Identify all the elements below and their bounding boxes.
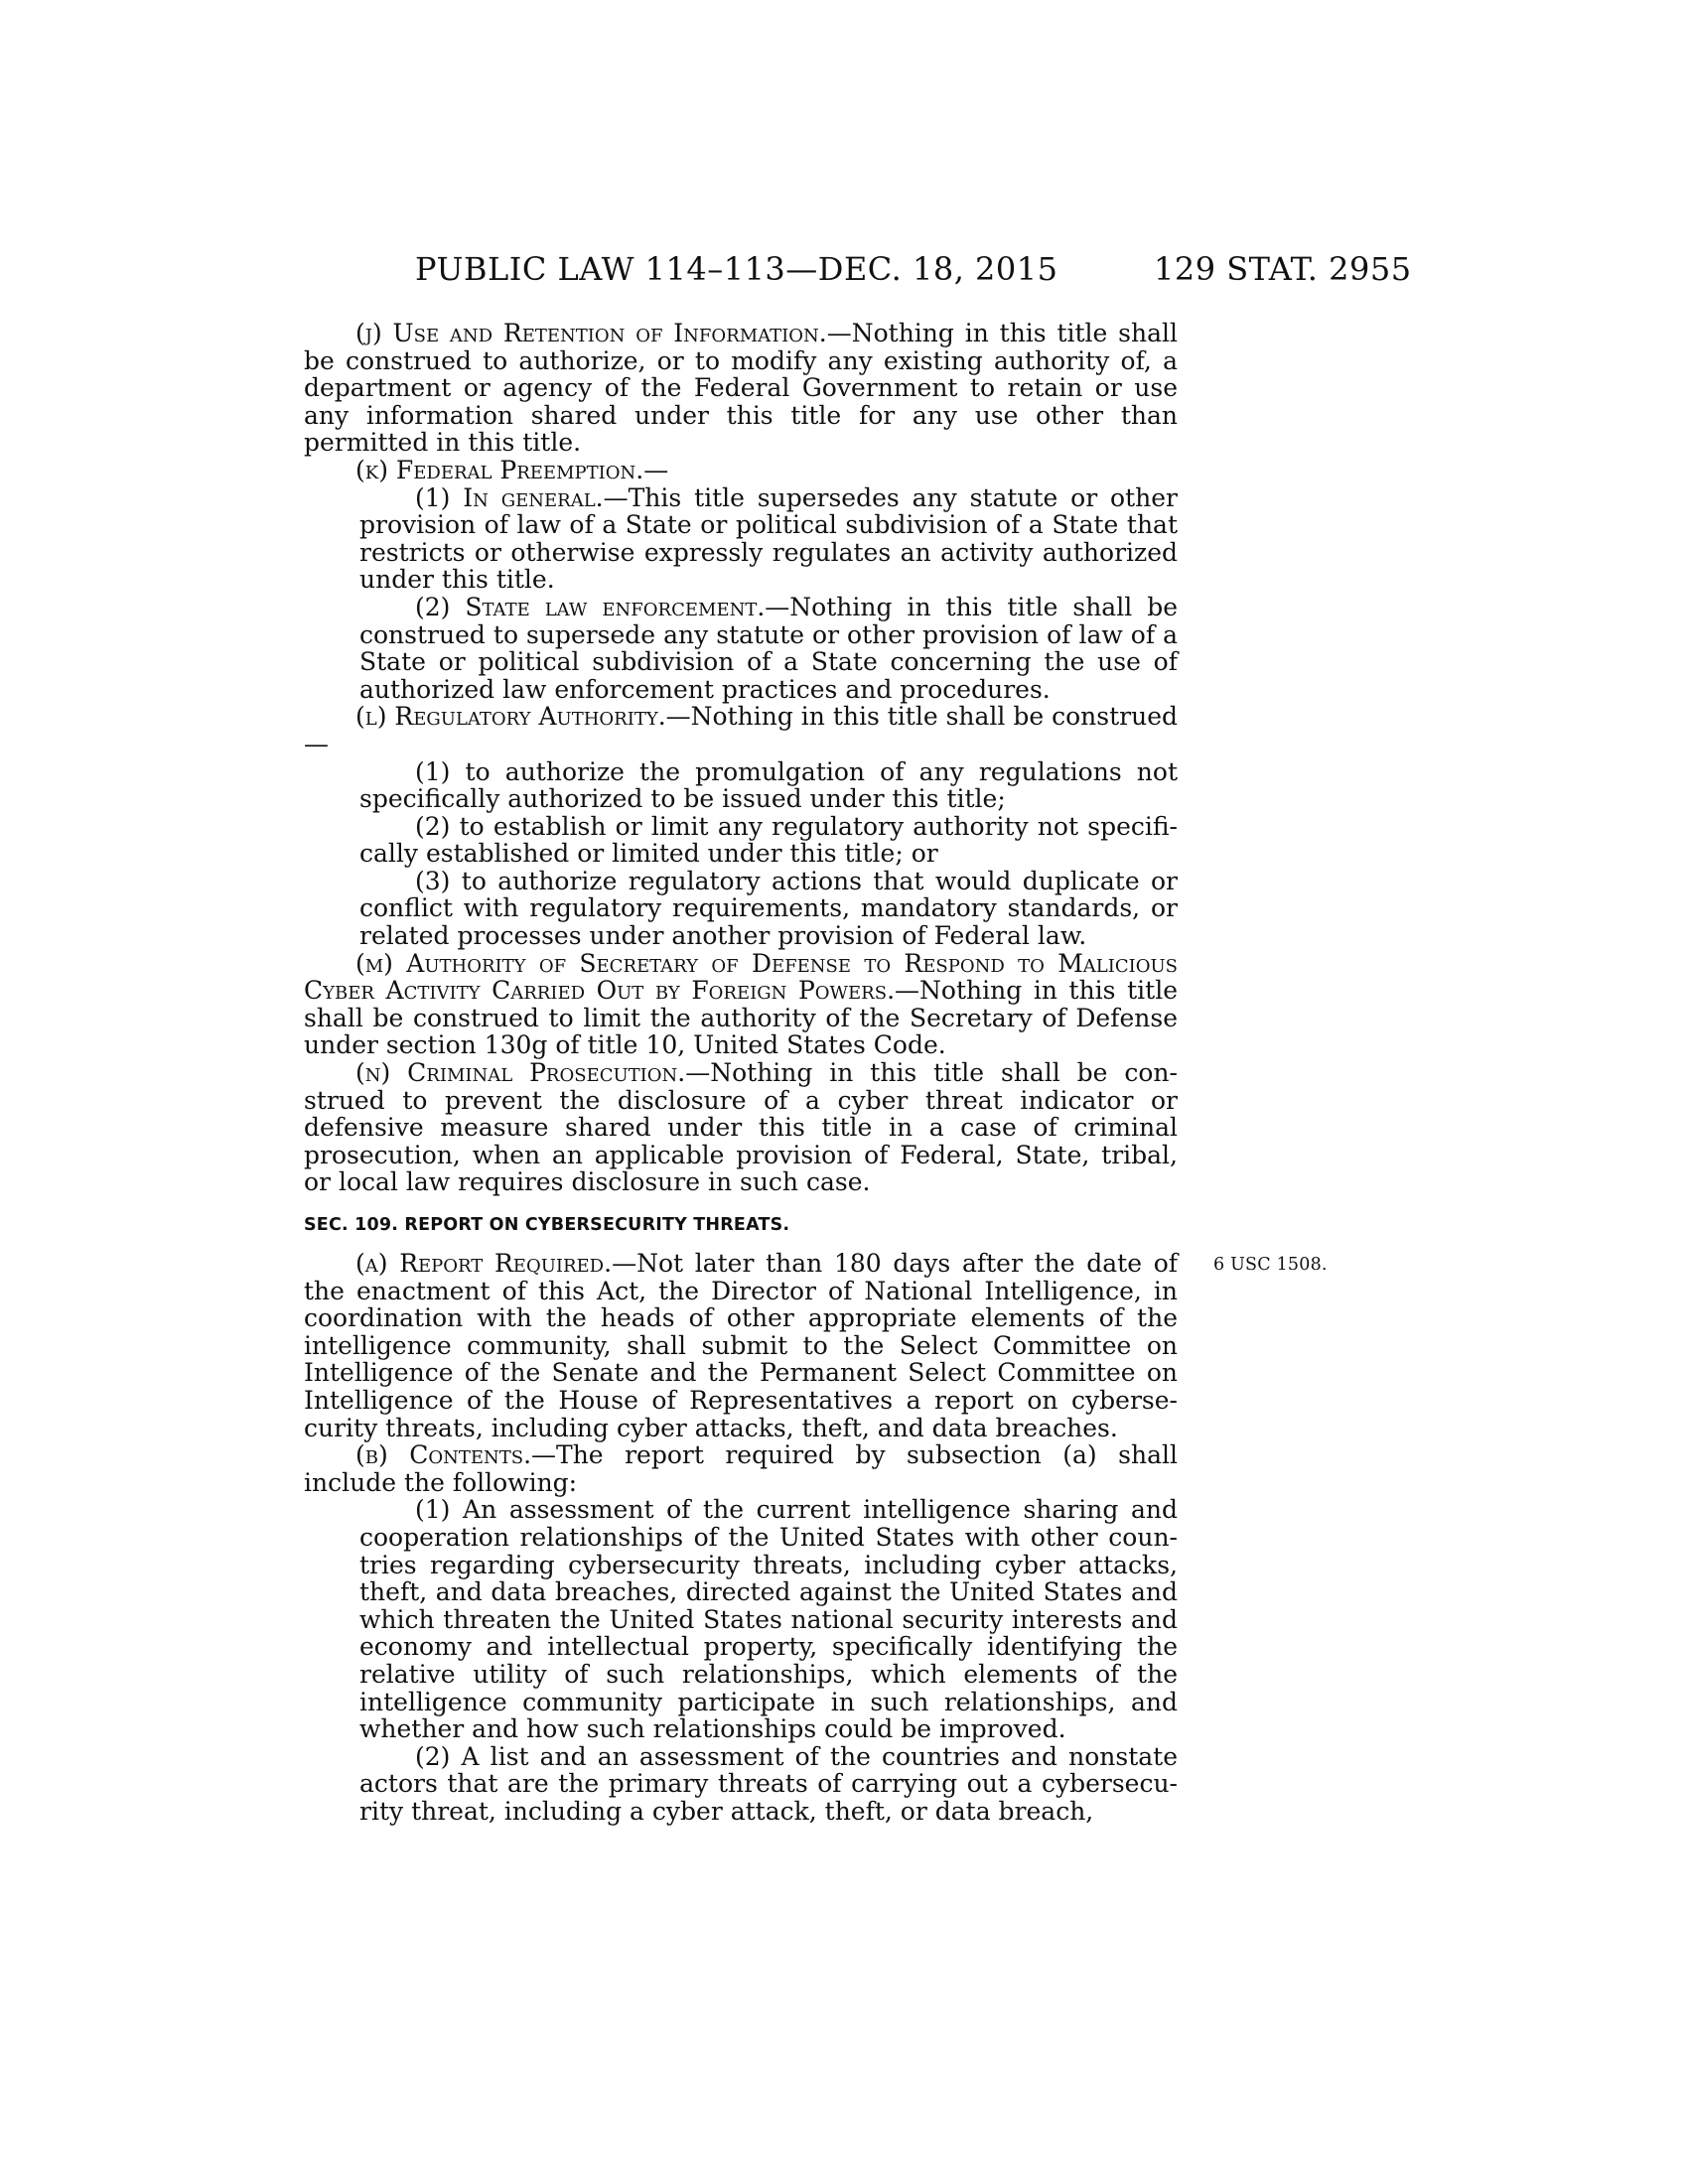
paragraph-k-2 — [304, 594, 1178, 703]
paragraph-text: —Nothing in this title shall be construed to supersede any statute or other provision of law of a State or political subdivision of a State concerning the use of authorized law enforcement practices and procedures. — [359, 592, 1178, 704]
header-stat-page: 129 STAT. 2955 — [1154, 250, 1412, 288]
paragraph-heading: (2) State law enforcement. — [415, 592, 766, 621]
subsection-text: —Nothing in this title shall be construed to prevent the disclosure of a cyber threat indicator or defensive measure shared under this title in a case of criminal prosecution, when an applicable provision of Federal, State, tribal, or local law requires disclosure in such case. — [304, 1058, 1178, 1197]
paragraph-k-1 — [304, 484, 1178, 594]
paragraph-text: (2) A list and an assessment of the countries and nonstate actors that are the primary threats of carrying out a cybersecurity threat, including a cyber attack, theft, or data breach, — [359, 1741, 1178, 1826]
subsection-heading: (a) Report Required. — [355, 1249, 613, 1278]
paragraph-text: (2) to establish or limit any regulatory authority not specifically established or limited under this title; or — [359, 811, 1178, 869]
paragraph-heading: (1) In general. — [415, 482, 604, 512]
paragraph-b-2 — [304, 1743, 1178, 1826]
subsection-heading: (l) Regulatory Authority. — [355, 702, 666, 732]
subsection-n — [304, 1059, 1178, 1196]
subsection-text: —Nothing in this title shall be construed— — [304, 702, 1178, 758]
running-header — [0, 250, 1688, 290]
subsection-l — [304, 703, 1178, 757]
header-law-citation: PUBLIC LAW 114–113—DEC. 18, 2015 — [415, 250, 1058, 288]
subsection-heading: (n) Criminal Prosecution. — [355, 1058, 686, 1088]
subsection-heading: (m) Authority of Secretary of Defense to Respond to Malicious Cyber Activity Carried Out by Foreign Powers. — [304, 948, 1178, 1006]
paragraph-text: (1) to authorize the promulgation of any regulations not specifically authorized to be issued under this title; — [359, 756, 1178, 814]
paragraph-text: (3) to authorize regulatory actions that would duplicate or conflict with regulatory requirements, mandatory standards, or related processes under another provision of Federal law. — [359, 866, 1178, 951]
margin-usc-citation: 6 USC 1508. — [1213, 1255, 1328, 1275]
subsection-text: —Nothing in this title shall be construed to authorize, or to modify any existing authority of, a department or agency of the Federal Government to retain or use any information shared under this title for any use other than permitted in this title. — [304, 319, 1178, 458]
paragraph-text: —This title supersedes any statute or other provision of law of a State or political subdivision of a State that restricts or otherwise expressly regulates an activity authorized under this title. — [359, 482, 1178, 595]
paragraph-l-3 — [304, 868, 1178, 950]
subsection-a — [304, 1250, 1178, 1441]
subsection-j — [304, 320, 1178, 457]
section-heading: SEC. 109. REPORT ON CYBERSECURITY THREATS. — [304, 1215, 790, 1235]
paragraph-l-1 — [304, 758, 1178, 813]
subsection-heading: (k) Federal Preemption. — [355, 455, 644, 484]
law-text-body — [304, 320, 1178, 1825]
subsection-text: —The report required by subsection (a) shall include the following: — [304, 1440, 1178, 1497]
subsection-heading: (b) Contents. — [355, 1440, 532, 1470]
paragraph-l-2 — [304, 813, 1178, 868]
subsection-text: —Nothing in this title shall be construed to limit the authority of the Secretary of Defense under section 130g of title 10, United States Code. — [304, 976, 1178, 1060]
subsection-heading: (j) Use and Retention of Information. — [355, 319, 827, 347]
subsection-text: —Not later than 180 days after the date of the enactment of this Act, the Director of National Intelligence, in coordination with the heads of other appropriate elements of the intelligence community, shall submit to the Select Committee on Intelligence of the Senate and the Permanent Select Committee on Intelligence of the House of Representatives a report on cybersecurity threats, including cyber attacks, theft, and data breaches. — [304, 1249, 1179, 1442]
subsection-k — [304, 457, 1178, 484]
paragraph-b-1 — [304, 1496, 1178, 1742]
subsection-b — [304, 1441, 1178, 1496]
paragraph-text: (1) An assessment of the current intelligence sharing and cooperation relationships of the United States with other countries regarding cybersecurity threats, including cyber attacks, theft, and data breaches, directed against the United States and which threaten the United States national security interests and economy and intellectual property, specifically identifying the relative utility of such relationships, which elements of the intelligence community participate in such relationships, and whether and how such relationships could be improved. — [359, 1495, 1178, 1744]
subsection-m — [304, 950, 1178, 1059]
subsection-text: — — [643, 455, 669, 484]
